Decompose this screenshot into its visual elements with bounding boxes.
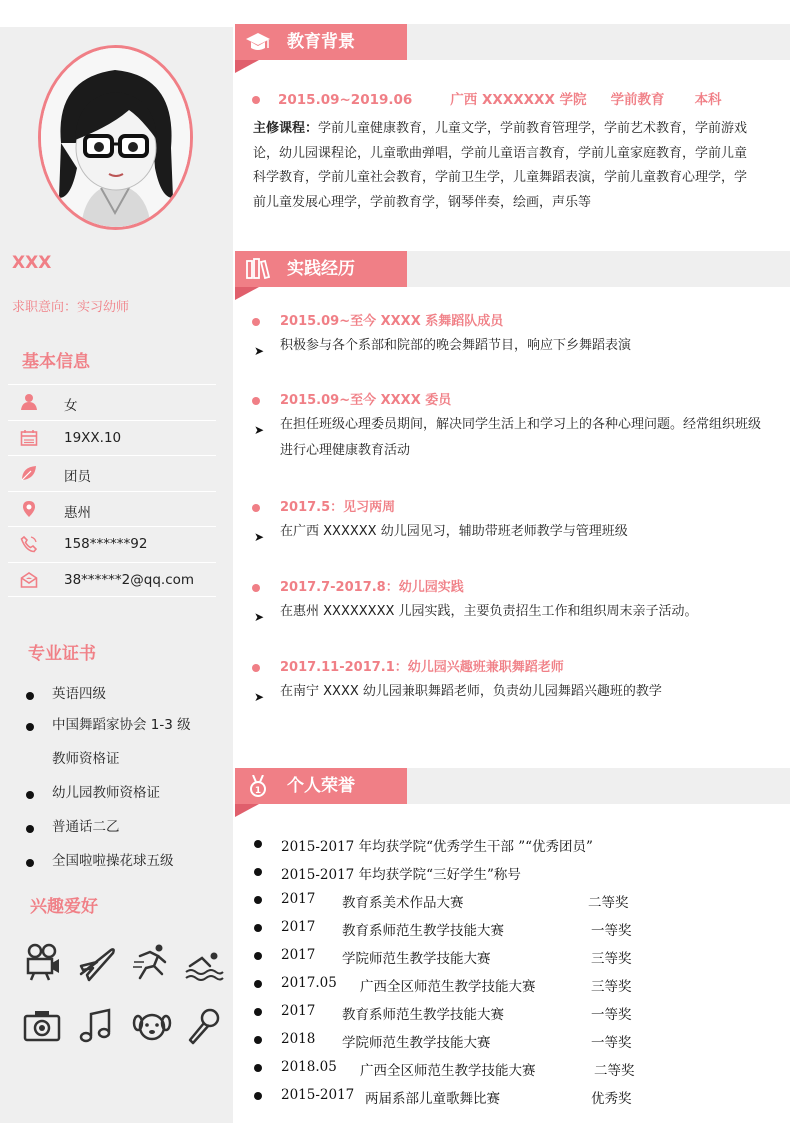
practice-fold: [235, 287, 259, 300]
info-birth: 19XX.10: [64, 429, 122, 446]
education-courses: [253, 117, 753, 215]
dog-icon: [132, 1006, 172, 1046]
honor-row: 2018 学院师范生教学技能大赛 一等奖: [254, 1027, 774, 1055]
education-bullet: [252, 96, 260, 104]
honor-row: 2015-2017 两届系部儿童歌舞比赛 优秀奖: [254, 1083, 774, 1111]
honors-fold: [235, 804, 259, 817]
leaf-icon: [20, 464, 38, 482]
info-location: 惠州: [64, 504, 91, 521]
courses-label: 主修课程：: [253, 121, 319, 136]
honor-row: 2015-2017 年均获学院“三好学生”称号: [254, 859, 774, 887]
job-intent: [12, 296, 129, 315]
info-row-gender: [8, 384, 216, 420]
cert-heading: 专业证书: [28, 644, 96, 664]
arrow-icon: ➤: [254, 610, 265, 624]
photo-camera-icon: [22, 1006, 62, 1046]
graduation-cap-icon: [245, 31, 271, 53]
hobby-heading: 兴趣爱好: [30, 897, 98, 917]
basic-info-heading: 基本信息: [22, 352, 90, 372]
info-row-phone: [8, 526, 216, 562]
info-row-birth: [8, 420, 216, 456]
sidebar: [0, 0, 233, 1123]
practice-desc: 在惠州 XXXXXXXX 儿园实践，主要负责招生工作和组织周末亲子活动。: [280, 604, 698, 619]
practice-heading: 2017.11-2017.1：幼儿园兴趣班兼职舞蹈老师: [280, 660, 564, 675]
education-header: [235, 24, 407, 60]
practice-desc: 在担任班级心理委员期间，解决同学生活上和学习上的各种心理问题。经常组织班级进行心理健康教育活动: [280, 417, 762, 458]
practice-title: 实践经历: [287, 259, 355, 279]
cert-list: [24, 684, 229, 872]
medal-icon: [245, 775, 271, 797]
practice-header: [235, 251, 407, 287]
honors-title: 个人荣誉: [287, 776, 355, 796]
honor-row: 2017 教育系师范生教学技能大赛 一等奖: [254, 915, 774, 943]
info-gender: 女: [64, 398, 78, 414]
practice-desc: 在广西 XXXXXX 幼儿园见习，辅助带班老师教学与管理班级: [280, 524, 628, 539]
svg-text:1: 1: [254, 786, 262, 796]
practice-heading: 2017.7-2017.8：幼儿园实践: [280, 580, 464, 595]
candidate-name: XXX: [12, 253, 52, 273]
cert-item: 中国舞蹈家协会 1-3 级: [24, 714, 229, 736]
practice-desc: 在南宁 XXXX 幼儿园兼职舞蹈老师，负责幼儿园舞蹈兴趣班的教学: [280, 684, 662, 699]
info-row-location: [8, 491, 216, 527]
info-email: 38******2@qq.com: [64, 571, 195, 588]
info-phone: 158******92: [64, 536, 148, 552]
job-intent-label: 求职意向：: [12, 300, 78, 315]
education-school: 广西 XXXXXXX 学院: [450, 92, 587, 108]
arrow-icon: ➤: [254, 344, 265, 358]
honor-row: 2017 教育系美术作品大赛 二等奖: [254, 887, 774, 915]
cert-item-continued: 教师资格证: [52, 751, 120, 767]
education-degree: 本科: [694, 92, 722, 108]
practice-heading: 2015.09~至今 XXXX 委员: [280, 393, 452, 408]
honors-list: [254, 831, 774, 1111]
honors-header: [235, 768, 407, 804]
arrow-icon: ➤: [254, 530, 265, 544]
cartoon-avatar-icon: [41, 48, 190, 227]
arrow-icon: ➤: [254, 690, 265, 704]
profile-photo: [38, 45, 193, 230]
mail-icon: [20, 571, 38, 589]
cert-item: 幼儿园教师资格证: [24, 782, 229, 804]
practice-item: [252, 656, 772, 705]
microphone-icon: [184, 1006, 224, 1046]
location-pin-icon: [20, 500, 38, 518]
practice-heading: 2017.5：见习两周: [280, 500, 396, 515]
education-period: 2015.09~2019.06: [278, 92, 413, 108]
honor-row: 2017 学院师范生教学技能大赛 三等奖: [254, 943, 774, 971]
practice-item: [252, 496, 772, 545]
education-major: 学前教育: [610, 92, 665, 108]
honor-row: 2018.05 广西全区师范生教学技能大赛 二等奖: [254, 1055, 774, 1083]
education-fold: [235, 60, 259, 73]
info-row-politics: [8, 455, 216, 491]
education-summary: [252, 88, 722, 108]
practice-item: [252, 310, 772, 359]
practice-desc: 积极参与各个系部和院部的晚会舞蹈节目，响应下乡舞蹈表演: [280, 338, 632, 353]
books-icon: [245, 258, 271, 280]
arrow-icon: ➤: [254, 423, 265, 437]
cert-item: 英语四级: [24, 684, 229, 704]
education-title: 教育背景: [287, 32, 355, 52]
honor-row: 2017 教育系师范生教学技能大赛 一等奖: [254, 999, 774, 1027]
courses-text: 学前儿童健康教育，儿童文学，学前教育管理学，学前艺术教育，学前游戏论，幼儿园课程论，儿童歌曲弹唱，学前儿童语言教育，学前儿童家庭教育，学前儿童科学教育，学前儿童社会教育，学前卫生学，儿童舞蹈表演，学前儿童教育心理学，学前儿童发展心理学，学前教育学，钢琴伴奏，绘画，声乐等: [253, 121, 748, 210]
person-icon: [20, 393, 38, 411]
practice-item: [252, 389, 772, 464]
phone-icon: [20, 535, 38, 553]
basic-info-list: [8, 384, 216, 597]
cert-item: 普通话二乙: [24, 816, 229, 838]
music-note-icon: [77, 1006, 117, 1046]
honor-row: 2015-2017 年均获学院“优秀学生干部 ”“优秀团员”: [254, 831, 774, 859]
job-intent-value: 实习幼师: [77, 300, 130, 315]
practice-heading: 2015.09~至今 XXXX 系舞蹈队成员: [280, 314, 504, 329]
cert-item: 全国啦啦操花球五级: [24, 850, 229, 872]
swimming-icon: [184, 944, 224, 984]
info-row-email: [8, 562, 216, 598]
running-icon: [132, 942, 172, 982]
sidebar-top-band: [0, 0, 233, 27]
airplane-icon: [77, 944, 117, 984]
practice-item: [252, 576, 772, 625]
film-camera-icon: [22, 942, 62, 982]
honor-row: 2017.05 广西全区师范生教学技能大赛 三等奖: [254, 971, 774, 999]
info-politics: 团员: [64, 469, 91, 485]
calendar-icon: [20, 429, 38, 447]
